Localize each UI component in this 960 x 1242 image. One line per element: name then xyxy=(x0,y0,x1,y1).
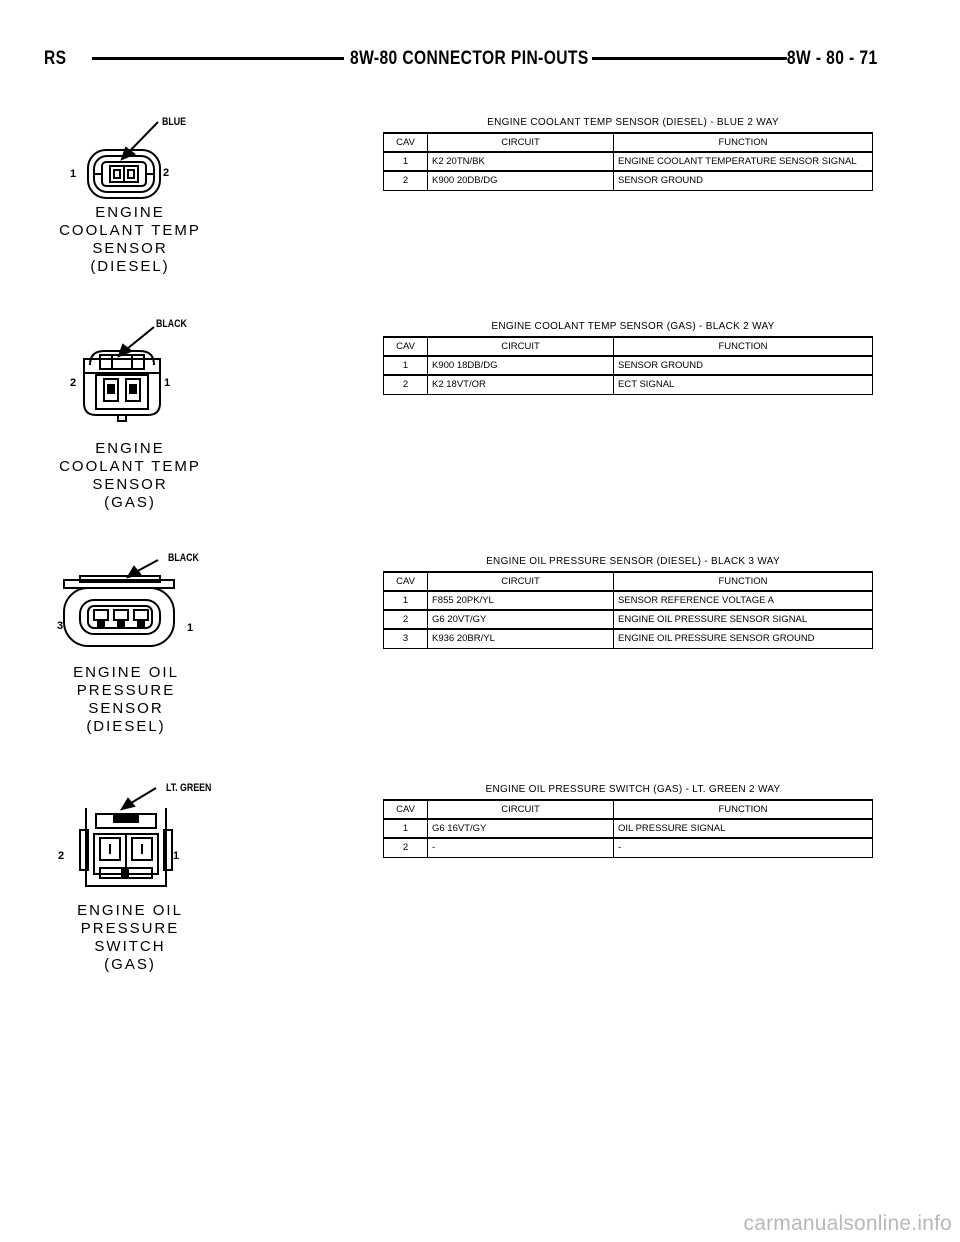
col-function: FUNCTION xyxy=(614,337,873,356)
table-title: ENGINE OIL PRESSURE SWITCH (GAS) - LT. GREEN 2 WAY xyxy=(485,784,781,795)
pinout-table-oil-switch-gas xyxy=(383,783,873,858)
cell-cav: 1 xyxy=(384,152,428,171)
cell-function: ENGINE OIL PRESSURE SENSOR GROUND xyxy=(614,629,873,648)
table-row xyxy=(384,375,873,394)
pin-label: 1 xyxy=(70,168,77,180)
table-header-row xyxy=(384,133,873,152)
cell-circuit: K900 18DB/DG xyxy=(428,356,614,375)
page-header xyxy=(40,46,878,76)
cell-cav: 1 xyxy=(384,591,428,610)
cell-cav: 2 xyxy=(384,171,428,190)
table-title: ENGINE COOLANT TEMP SENSOR (GAS) - BLACK 2 WAY xyxy=(491,321,775,332)
cell-circuit: G6 20VT/GY xyxy=(428,610,614,629)
pin-label: 2 xyxy=(70,377,77,389)
pinout-table-ect-diesel xyxy=(383,116,873,191)
table-row xyxy=(384,152,873,171)
table-row xyxy=(384,610,873,629)
table-header-row xyxy=(384,337,873,356)
col-circuit: CIRCUIT xyxy=(428,133,614,152)
col-circuit: CIRCUIT xyxy=(428,800,614,819)
col-cav: CAV xyxy=(384,133,428,152)
col-cav: CAV xyxy=(384,337,428,356)
cell-cav: 1 xyxy=(384,819,428,838)
connector-color-tag: LT. GREEN xyxy=(166,782,212,794)
table-title: ENGINE OIL PRESSURE SENSOR (DIESEL) - BLACK 3 WAY xyxy=(486,556,780,567)
cell-function: ENGINE OIL PRESSURE SENSOR SIGNAL xyxy=(614,610,873,629)
connector-drawing xyxy=(40,778,240,898)
pinout-table-ect-gas xyxy=(383,320,873,395)
col-circuit: CIRCUIT xyxy=(428,572,614,591)
connector-figure-oil-sensor-diesel xyxy=(40,550,240,745)
connector-figure-oil-switch-gas xyxy=(40,778,240,978)
table-row xyxy=(384,629,873,648)
col-circuit: CIRCUIT xyxy=(428,337,614,356)
cell-cav: 2 xyxy=(384,610,428,629)
pin-label: 1 xyxy=(164,377,171,389)
cell-circuit: G6 16VT/GY xyxy=(428,819,614,838)
header-rule-left xyxy=(92,57,344,60)
pinout-table xyxy=(383,571,873,649)
col-function: FUNCTION xyxy=(614,572,873,591)
table-row xyxy=(384,591,873,610)
cell-function: ECT SIGNAL xyxy=(614,375,873,394)
cell-cav: 3 xyxy=(384,629,428,648)
section-code: RS xyxy=(44,46,66,72)
cell-function: SENSOR REFERENCE VOLTAGE A xyxy=(614,591,873,610)
cell-cav: 2 xyxy=(384,838,428,857)
table-header-row xyxy=(384,800,873,819)
col-function: FUNCTION xyxy=(614,800,873,819)
connector-name: ENGINE OIL PRESSURE SWITCH (GAS) xyxy=(77,902,183,973)
connector-name: ENGINE OIL PRESSURE SENSOR (DIESEL) xyxy=(73,664,179,735)
pinout-table-oil-sensor-diesel xyxy=(383,555,873,649)
col-cav: CAV xyxy=(384,572,428,591)
pin-label: 3 xyxy=(57,620,64,632)
cell-function: OIL PRESSURE SIGNAL xyxy=(614,819,873,838)
watermark: carmanualsonline.info xyxy=(743,1212,952,1235)
table-row xyxy=(384,356,873,375)
table-header-row xyxy=(384,572,873,591)
connector-color-tag: BLUE xyxy=(162,116,186,128)
connector-color-tag: BLACK xyxy=(156,318,187,330)
pinout-table xyxy=(383,799,873,858)
cell-circuit: F855 20PK/YL xyxy=(428,591,614,610)
page-number: 8W - 80 - 71 xyxy=(787,46,878,72)
pin-label: 1 xyxy=(173,850,180,862)
table-row xyxy=(384,171,873,190)
connector-figure-ect-diesel xyxy=(40,110,240,285)
pinout-table xyxy=(383,132,873,191)
cell-circuit: K900 20DB/DG xyxy=(428,171,614,190)
cell-function: ENGINE COOLANT TEMPERATURE SENSOR SIGNAL xyxy=(614,152,873,171)
table-title: ENGINE COOLANT TEMP SENSOR (DIESEL) - BLUE 2 WAY xyxy=(487,117,779,128)
connector-color-tag: BLACK xyxy=(168,552,199,564)
connector-drawing xyxy=(40,110,240,210)
cell-circuit: K2 18VT/OR xyxy=(428,375,614,394)
cell-circuit: K2 20TN/BK xyxy=(428,152,614,171)
pin-label: 2 xyxy=(163,167,170,179)
table-row xyxy=(384,838,873,857)
table-row xyxy=(384,819,873,838)
pin-label: 2 xyxy=(58,850,65,862)
connector-drawing xyxy=(40,315,240,435)
pinout-table xyxy=(383,336,873,395)
connector-name: ENGINE COOLANT TEMP SENSOR (DIESEL) xyxy=(59,204,201,275)
col-cav: CAV xyxy=(384,800,428,819)
connector-name: ENGINE COOLANT TEMP SENSOR (GAS) xyxy=(59,440,201,511)
cell-circuit: - xyxy=(428,838,614,857)
cell-function: - xyxy=(614,838,873,857)
cell-cav: 2 xyxy=(384,375,428,394)
cell-function: SENSOR GROUND xyxy=(614,171,873,190)
cell-circuit: K936 20BR/YL xyxy=(428,629,614,648)
header-rule-right xyxy=(592,57,804,60)
cell-cav: 1 xyxy=(384,356,428,375)
cell-function: SENSOR GROUND xyxy=(614,356,873,375)
col-function: FUNCTION xyxy=(614,133,873,152)
connector-drawing xyxy=(40,550,240,660)
page-title: 8W-80 CONNECTOR PIN-OUTS xyxy=(350,46,589,72)
pin-label: 1 xyxy=(187,622,194,634)
connector-figure-ect-gas xyxy=(40,315,240,510)
